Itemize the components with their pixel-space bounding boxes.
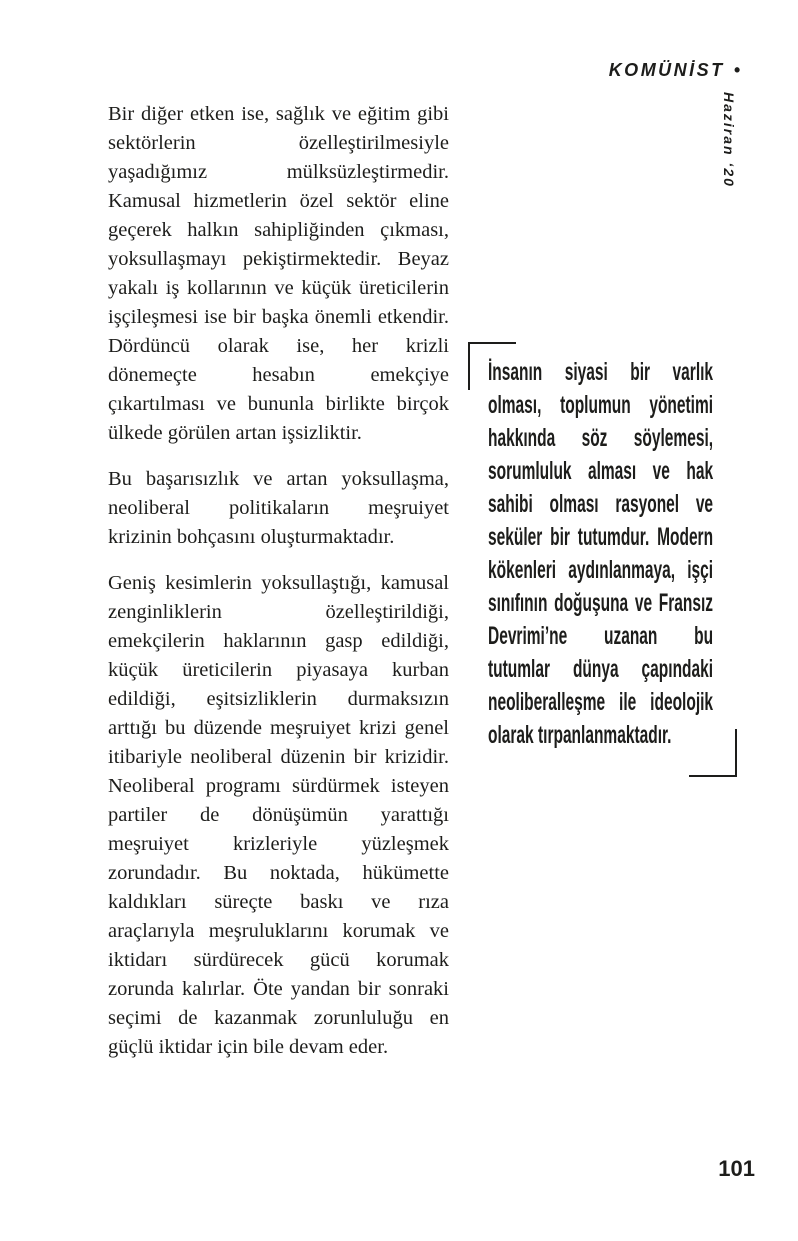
pullquote-close-bracket (689, 729, 737, 777)
article-paragraph-3: Geniş kesimlerin yoksullaştığı, kamusal zenginliklerin özelleştirildiği, emekçilerin haklarının gasp edildiği, küçük üreticilerin piyasaya kurban edildiği, eşitsizliklerin durmaksızın arttığı bu düzende meşruiyet krizi genel itibariyle neoliberal düzenin bir krizidir. Neoliberal programı sürdürmek isteyen partiler de dönüşümün yarattığı meşruiyet krizleriyle yüzleşmek zorundadır. Bu noktada, hükümette kaldıkları süreçte baskı ve rıza araçlarıyla meşruluklarını korumak ve iktidarı sürdürecek gücü korumak zorunda kalırlar. Öte yandan bir sonraki seçimi de kazanmak zorunluluğu en güçlü iktidar için bile devam eder. (108, 572, 449, 1058)
journal-title-text: KOMÜNİST (608, 60, 725, 80)
article-paragraph-2: Bu başarısızlık ve artan yoksullaşma, neoliberal politikaların meşruiyet krizinin bohçasını oluşturmaktadır. (108, 468, 449, 548)
journal-title (609, 60, 740, 81)
article-paragraph-1: Bir diğer etken ise, sağlık ve eğitim gibi sektörlerin özelleştirilmesiyle yaşadığımız mülksüzleştirmedir. Kamusal hizmetlerin özel sektör eline geçerek halkın sahipliğinden çıkması, yoksullaşmayı pekiştirmektedir. Beyaz yakalı iş kollarının ve küçük üreticilerin işçileşmesi ise bir başka önemli etkendir. Dördüncü olarak ise, her krizli dönemeçte hesabın emekçiye çıkartılması ve bununla birlikte birçok ülkede görülen artan işsizliktir. (108, 103, 449, 444)
pull-quote: İnsanın siyasi bir varlık olması, toplumun yönetimi hakkında söz söylemesi, sorumluluk alması ve hak sahibi olması rasyonel ve seküler bir tutumdur. Modern kökenleri aydınlanmaya, işçi sınıfının doğuşuna ve Fransız Devrimi’ne uzanan bu tutumlar dünya çapındaki neoliberalleşme ile ideolojik olarak tırpanlanmaktadır. (488, 358, 714, 749)
article-body (108, 100, 449, 1079)
journal-title-bullet: • (733, 60, 740, 80)
issue-date-vertical: Haziran ‘20 (721, 92, 737, 188)
page-number: 101 (718, 1156, 755, 1181)
